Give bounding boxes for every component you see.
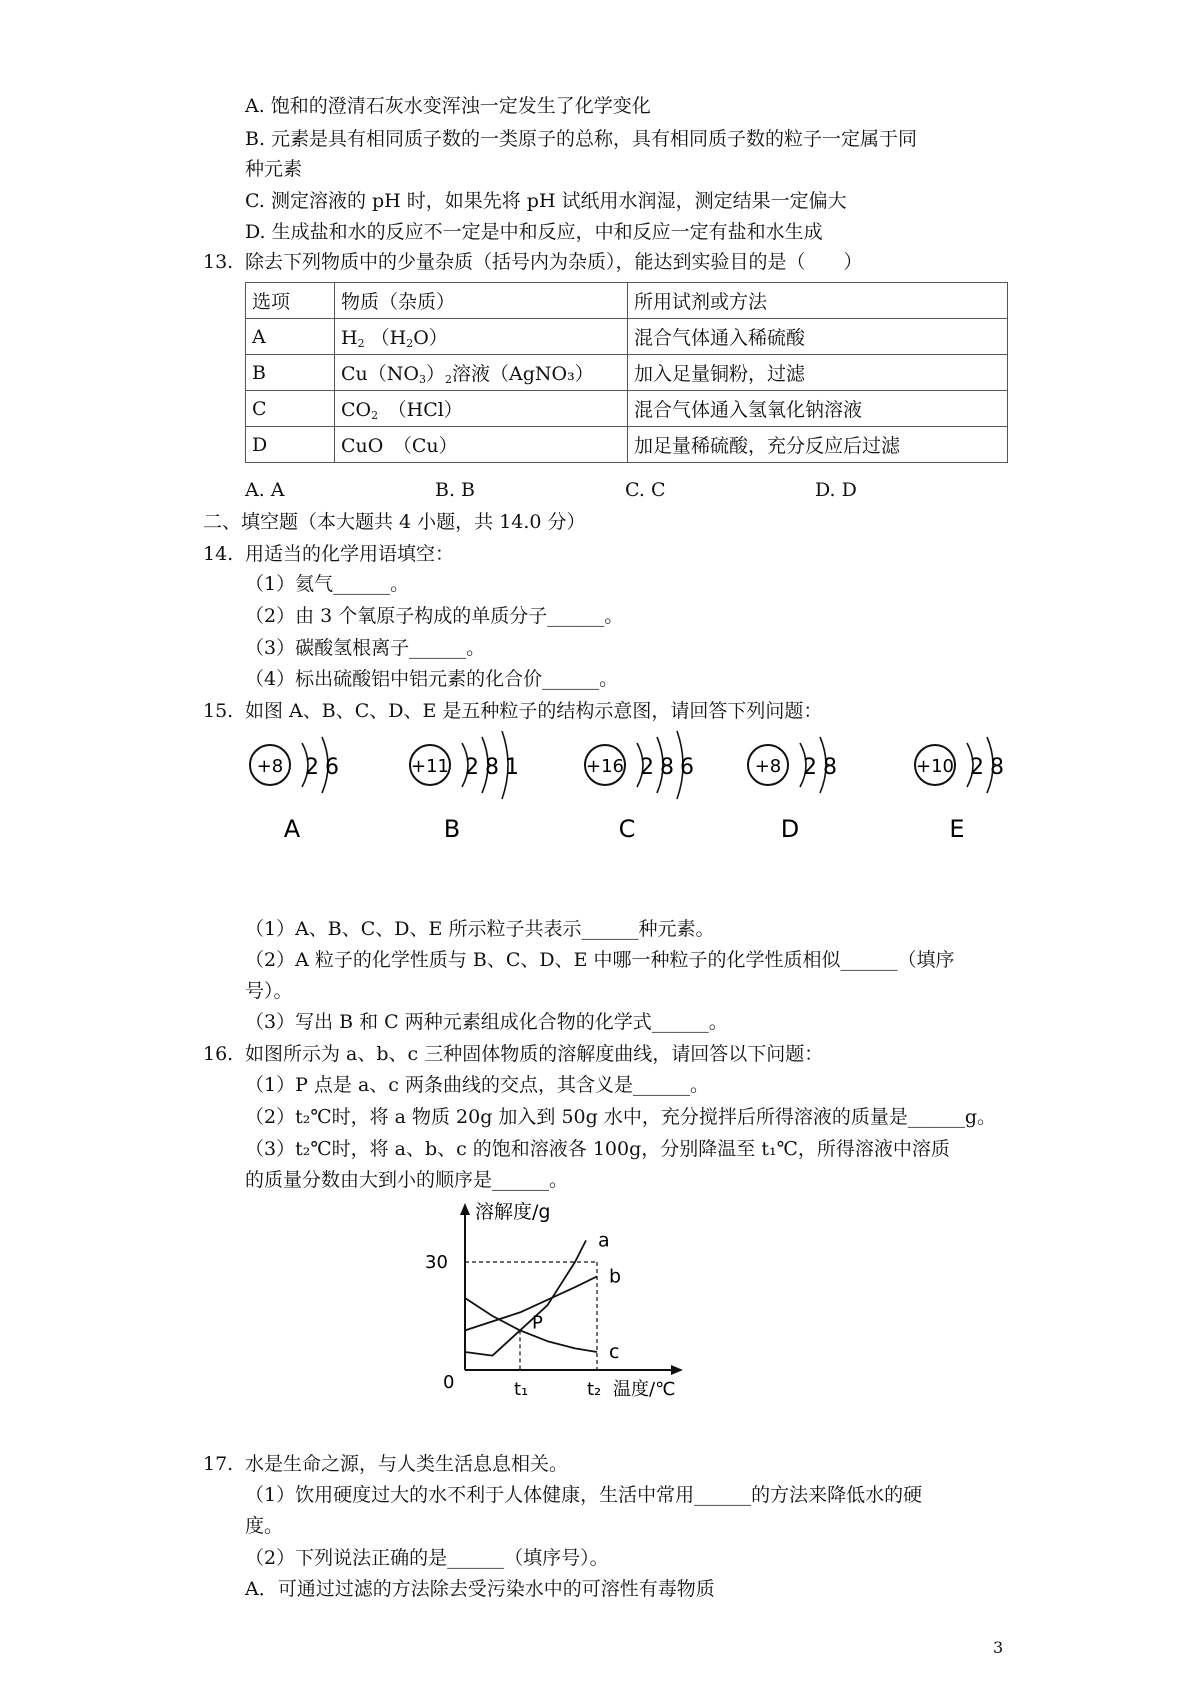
page-number: 3 <box>993 1638 1004 1657</box>
point-label: P <box>532 1312 543 1334</box>
table-header: 物质（杂质） <box>335 283 628 319</box>
nucleus-charge: +8 <box>754 756 782 777</box>
shell-electron-count: 1 <box>505 755 519 780</box>
table-cell-method: 混合气体通入稀硫酸 <box>628 319 1008 355</box>
series-label-a: a <box>598 1229 610 1252</box>
q13-stem: 除去下列物质中的少量杂质（括号内为杂质），能达到实验目的是（ ） <box>245 251 863 273</box>
series-label-c: c <box>609 1341 620 1363</box>
atom-diagram <box>250 737 339 843</box>
q12-option-c: C. 测定溶液的 pH 时，如果先将 pH 试纸用水润湿，测定结果一定偏大 <box>245 190 847 212</box>
q13-table <box>245 282 1008 463</box>
q16-item: （2）t₂℃时，将 a 物质 20g 加入到 50g 水中，充分搅拌后所得溶液的质量是______g。 <box>245 1106 997 1128</box>
table-cell-method: 混合气体通入氢氧化钠溶液 <box>628 391 1008 427</box>
q17-stem: 水是生命之源，与人类生活息息相关。 <box>245 1453 569 1475</box>
q14-item: （4）标出硫酸铝中铝元素的化合价______。 <box>245 668 619 690</box>
q15-stem: 如图 A、B、C、D、E 是五种粒子的结构示意图，请回答下列问题： <box>245 700 823 722</box>
shell-electron-count: 6 <box>680 755 694 780</box>
x-axis-arrow <box>671 1365 683 1375</box>
q15-item: （1）A、B、C、D、E 所示粒子共表示______种元素。 <box>245 918 715 940</box>
atom-diagram <box>410 731 519 843</box>
q13-answer-c: C. C <box>625 479 666 501</box>
y-tick-label: 30 <box>425 1252 448 1273</box>
q16-item: 的质量分数由大到小的顺序是______。 <box>245 1169 569 1191</box>
y-axis-arrow <box>460 1203 470 1215</box>
shell-electron-count: 2 <box>640 755 654 780</box>
table-cell-substance: $CO_2$ （HCl） <box>335 391 628 427</box>
y-axis-label: 溶解度/g <box>475 1201 551 1223</box>
table-row <box>246 319 1008 355</box>
shell-electron-count: 2 <box>305 755 319 780</box>
shell-electron-count: 8 <box>823 755 837 780</box>
x-tick-label: t₁ <box>514 1379 529 1400</box>
series-line-a <box>465 1240 586 1355</box>
atom-diagram <box>748 737 837 843</box>
q13-number: 13. <box>203 251 234 273</box>
q12-option-d: D. 生成盐和水的反应不一定是中和反应，中和反应一定有盐和水生成 <box>245 221 823 243</box>
solubility-chart <box>425 1195 765 1425</box>
table-header: 选项 <box>246 283 335 319</box>
q17-number: 17. <box>203 1453 234 1475</box>
q13-answer-a: A. A <box>245 479 285 501</box>
origin-label: 0 <box>443 1372 455 1393</box>
table-header-row <box>246 283 1008 319</box>
atom-structure-diagrams <box>230 725 1110 875</box>
table-cell-substance: $H_2$ $(H_2O)$ <box>335 319 628 355</box>
q15-item: （3）写出 B 和 C 两种元素组成化合物的化学式______。 <box>245 1011 728 1033</box>
table-row <box>246 427 1008 463</box>
table-cell-substance: CuO （Cu） <box>335 427 628 463</box>
q14-stem: 用适当的化学用语填空： <box>245 543 455 565</box>
shell-electron-count: 2 <box>970 755 984 780</box>
atom-label: E <box>949 815 965 843</box>
atom-label: A <box>283 815 301 843</box>
table-header: 所用试剂或方法 <box>628 283 1008 319</box>
q14-number: 14. <box>203 543 234 565</box>
shell-electron-count: 8 <box>485 755 499 780</box>
q13-answer-b: B. B <box>435 479 476 501</box>
atom-diagram <box>585 731 694 843</box>
q14-item: （2）由 3 个氧原子构成的单质分子______。 <box>245 605 624 627</box>
atom-diagram <box>915 737 1004 843</box>
q17-item: （2）下列说法正确的是______（填序号）。 <box>245 1547 609 1569</box>
section-heading: 二、填空题（本大题共 4 小题，共 14.0 分） <box>203 511 586 533</box>
table-cell-option: D <box>246 427 335 463</box>
x-axis-label: 温度/℃ <box>613 1379 676 1400</box>
shell-electron-count: 6 <box>325 755 339 780</box>
q16-item: （3）t₂℃时，将 a、b、c 的饱和溶液各 100g，分别降温至 t₁℃，所得溶液中溶质 <box>245 1138 950 1160</box>
q12-option-a: A. 饱和的澄清石灰水变浑浊一定发生了化学变化 <box>245 95 651 117</box>
q15-number: 15. <box>203 700 234 722</box>
table-cell-substance: $Cu(NO_3)_2$溶液（AgNO₃） <box>335 355 628 391</box>
q12-option-b-cont: 种元素 <box>245 158 303 180</box>
q15-item: （2）A 粒子的化学性质与 B、C、D、E 中哪一种粒子的化学性质相似______（填序 <box>245 949 955 971</box>
q17-item: A．可通过过滤的方法除去受污染水中的可溶性有毒物质 <box>245 1578 715 1600</box>
nucleus-charge: +8 <box>256 756 284 777</box>
atom-label: B <box>443 815 461 843</box>
q14-item: （3）碳酸氢根离子______。 <box>245 637 486 659</box>
q17-item: 度。 <box>245 1515 284 1537</box>
table-row <box>246 391 1008 427</box>
nucleus-charge: +11 <box>411 756 449 777</box>
table-cell-method: 加入足量铜粉，过滤 <box>628 355 1008 391</box>
series-line-c <box>465 1298 597 1352</box>
nucleus-charge: +16 <box>586 756 624 777</box>
nucleus-charge: +10 <box>916 756 954 777</box>
shell-electron-count: 8 <box>990 755 1004 780</box>
x-tick-label: t₂ <box>587 1379 602 1400</box>
table-cell-option: B <box>246 355 335 391</box>
q13-answer-d: D. D <box>815 479 857 501</box>
atom-label: C <box>618 815 636 843</box>
atom-label: D <box>780 815 800 843</box>
table-cell-method: 加足量稀硫酸，充分反应后过滤 <box>628 427 1008 463</box>
series-line-b <box>465 1276 597 1330</box>
shell-electron-count: 8 <box>660 755 674 780</box>
q16-number: 16. <box>203 1043 234 1065</box>
table-row <box>246 355 1008 391</box>
shell-electron-count: 2 <box>803 755 817 780</box>
table-cell-option: C <box>246 391 335 427</box>
table-cell-option: A <box>246 319 335 355</box>
q14-item: （1）氦气______。 <box>245 573 410 595</box>
q15-item: 号）。 <box>245 980 293 1002</box>
q16-stem: 如图所示为 a、b、c 三种固体物质的溶解度曲线，请回答以下问题： <box>245 1043 824 1065</box>
q12-option-b: B. 元素是具有相同质子数的一类原子的总称，具有相同质子数的粒子一定属于同 <box>245 128 918 150</box>
shell-electron-count: 2 <box>465 755 479 780</box>
q17-item: （1）饮用硬度过大的水不利于人体健康，生活中常用______的方法来降低水的硬 <box>245 1484 923 1506</box>
q16-item: （1）P 点是 a、c 两条曲线的交点，其含义是______。 <box>245 1074 709 1096</box>
series-label-b: b <box>609 1265 622 1288</box>
